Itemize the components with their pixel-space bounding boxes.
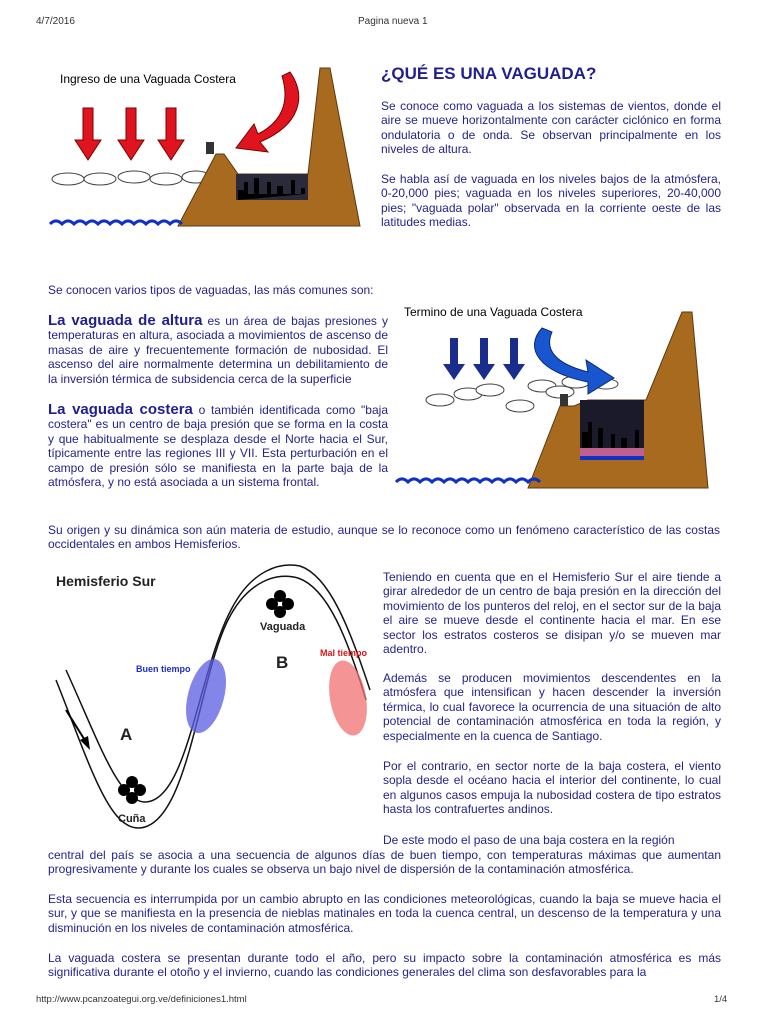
paragraph-sector-norte: Por el contrario, en sector norte de la baja costera, el viento sopla desde el océano hacia el interior del continente, lo cual en algunos casos empuja la nubosidad costera de tipo estratos hasta los contrafuertes andinos. [383,759,721,817]
clouds [52,171,210,185]
paragraph-secuencia: Esta secuencia es interrumpida por un cambio abrupto en las condiciones meteorológicas, cuando la baja se mueve hacia el sur, y que se manifiesta en la presencia de nieblas matinales en toda la cuenca central, un descenso de la temperatura y una disminución en los niveles de contaminación atmosférica. [48,892,721,935]
buen-tiempo-label: Buen tiempo [136,664,191,674]
footer-page-number: 1/4 [714,994,728,1005]
cuna-label: Cuña [118,813,146,825]
cuna-symbol [118,776,146,804]
footer-url: http://www.pcanzoategui.org.ve/definiciones1.html [36,994,247,1005]
paragraph-niveles: Se habla así de vaguada en los niveles bajos de la atmósfera, 0-20,000 pies; vaguada en los niveles superiores, 20-40,000 pies; "vaguada polar" observada en la corriente oeste de las latitudes medias. [381,172,721,230]
paragraph-vaguada-costera: La vaguada costera o también identificada como "baja costera" es un centro de baja presión que se forma en la costa y que habitualmente se desplaza desde el Norte hacia el Sur, típicamente entre las regiones III y VII. Esta perturbación en el campo de presión sólo se manifiesta en la parte baja de la atmósfera, y no está asociada a un sistema frontal. [48,401,388,490]
figure-ingreso-vaguada [46,62,366,242]
figure-ingreso-title: Ingreso de una Vaguada Costera [60,72,236,86]
paragraph-paso-baja-start: De este modo el paso de una baja costera en la región [383,833,675,847]
paragraph-movimientos: Además se producen movimientos descendentes en la atmósfera que intensifican y hacen descender la inversión térmica, lo cual favorece la ocurrencia de una situación de alto potencial de contaminación atmosférica en toda la región, y especialmente en la cuenca de Santiago. [383,671,721,743]
paragraph-hemisferio-sur: Teniendo en cuenta que en el Hemisferio Sur el aire tiende a girar alrededor de un centro de baja presión en la dirección del movimiento de los punteros del reloj, en el sector sur de la baja el aire se mueve desde el continente hacia el mar. En ese sector los estratos costeros se disipan y/o se mueven mar adentro. [383,570,721,657]
vaguada-symbol [266,590,294,618]
vaguada-label: Vaguada [260,621,306,633]
paragraph-vaguada-altura: La vaguada de altura es un área de bajas presiones y temperaturas en altura, asociada a movimientos de ascenso de masas de aire y frecuentemente formación de nubosidad. El ascenso del aire normalmente determina un debilitamiento de la inversión térmica de subsidencia cerca de la superficie [48,312,388,386]
hemisferio-title: Hemisferio Sur [56,573,156,589]
paragraph-tipos: Se conocen varios tipos de vaguadas, las más comunes son: [48,283,374,297]
waves [396,479,540,482]
paragraph-impacto: La vaguada costera se presentan durante todo el año, pero su impacto sobre la contaminación atmosférica es más significativa durante el otoño y el invierno, cuando las condiciones generales del clima son desfavorables para la [48,951,721,980]
blue-down-arrows [443,338,525,380]
waves [50,221,182,224]
term-vaguada-altura: La vaguada de altura [48,312,203,329]
print-page-title: Pagina nueva 1 [358,16,428,27]
page-heading: ¿QUÉ ES UNA VAGUADA? [381,64,597,83]
flow-arrow [66,710,86,742]
paragraph-definicion: Se conoce como vaguada a los sistemas de vientos, donde el aire se mueve horizontalmente con carácter ciclónico en forma ondulatoria o de onda. Se observan principalmente en los niveles de altura. [381,99,721,157]
red-curved-arrow [236,72,299,152]
point-a-label: A [120,725,133,744]
mountain [178,68,360,226]
print-date: 4/7/2016 [36,16,75,27]
mal-tiempo-label: Mal tiempo [320,648,368,658]
red-down-arrows [75,108,184,160]
paragraph-paso-baja-cont: central del país se asocia a una secuencia de algunos días de buen tiempo, con temperaturas máximas que aumentan progresivamente y durante los cuales se observa un bajo nivel de dispersión de la contaminación atmosférica. [48,848,721,877]
mal-tiempo-zone [324,657,373,738]
term-vaguada-costera: La vaguada costera [48,401,193,418]
figure-termino-title: Termino de una Vaguada Costera [404,305,583,319]
figure-termino-vaguada [392,310,712,490]
point-b-label: B [276,653,289,672]
paragraph-origen: Su origen y su dinámica son aún materia de estudio, aunque se lo reconoce como un fenómeno característico de las costas occidentales en ambos Hemisferios. [48,523,720,552]
figure-hemisferio-sur [48,560,378,830]
